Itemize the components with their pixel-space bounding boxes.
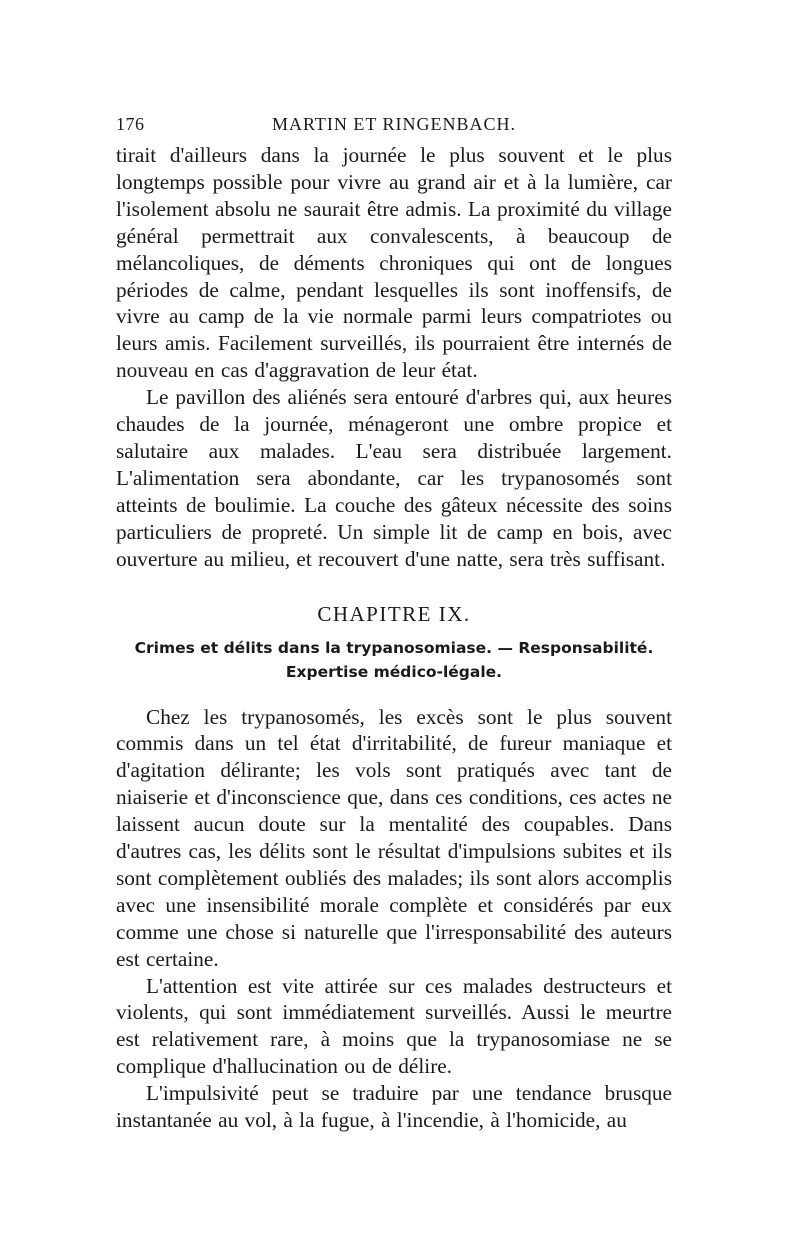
paragraph-continued: tirait d'ailleurs dans la journée le plus souvent et le plus longtemps possible pour vivre au grand air et à la lumière, car l'isolement absolu ne saurait être admis. La proximité du village général permettrait aux convalescents, à beaucoup de mélancoliques, de déments chroniques qui ont de longues périodes de calme, pendant lesquelles ils sont inoffensifs, de vivre au camp de la vie normale parmi leurs compatriotes ou leurs amis. Facilement surveillés, ils pourraient être internés de nouveau en cas d'aggravation de leur état. xyxy=(116,143,672,383)
page-number: 176 xyxy=(116,114,145,134)
paragraph: Le pavillon des aliénés sera entouré d'arbres qui, aux heures chaudes de la journée, ménageront une ombre propice et salutaire aux malades. L'eau sera distribuée largement. L'alimentation sera abondante, car les trypanosomés sont atteints de boulimie. La couche des gâteux nécessite des soins particuliers de propreté. Un simple lit de camp en bois, avec ouverture au milieu, et recouvert d'une natte, sera très suffisant. xyxy=(116,385,672,571)
chapter-subtitle-line: Expertise médico-légale. xyxy=(285,662,503,681)
chapter-subtitle xyxy=(116,636,672,684)
running-head xyxy=(116,114,672,142)
book-page xyxy=(116,114,672,1134)
spacer xyxy=(116,684,672,704)
paragraph: Chez les trypanosomés, les excès sont le plus souvent commis dans un tel état d'irritabilité, de fureur maniaque et d'agitation délirante; les vols sont pratiqués avec tant de niaiserie et d'inconscience que, dans ces conditions, ces actes ne laissent aucun doute sur la mentalité des coupables. Dans d'autres cas, les délits sont le résultat d'impulsions subites et ils sont complètement oubliés des malades; ils sont alors accomplis avec une insensibilité morale complète et considérés par eux comme une chose si naturelle que l'irresponsabilité des auteurs est certaine. xyxy=(116,704,672,971)
chapter-heading: CHAPITRE IX. xyxy=(317,601,471,626)
running-title: MARTIN ET RINGENBACH. xyxy=(271,114,517,134)
paragraph-continues: L'impulsivité peut se traduire par une tendance brusque instantanée au vol, à la fugue, à l'incendie, à l'homicide, au xyxy=(116,1081,672,1133)
chapter-subtitle-line: Crimes et délits dans la trypanosomiase. — Responsabilité. xyxy=(134,638,654,657)
paragraph: L'attention est vite attirée sur ces malades destructeurs et violents, qui sont immédiatement surveillés. Aussi le meurtre est relativement rare, à moins que la trypanosomiase ne se complique d'hallucination ou de délire. xyxy=(116,973,672,1079)
